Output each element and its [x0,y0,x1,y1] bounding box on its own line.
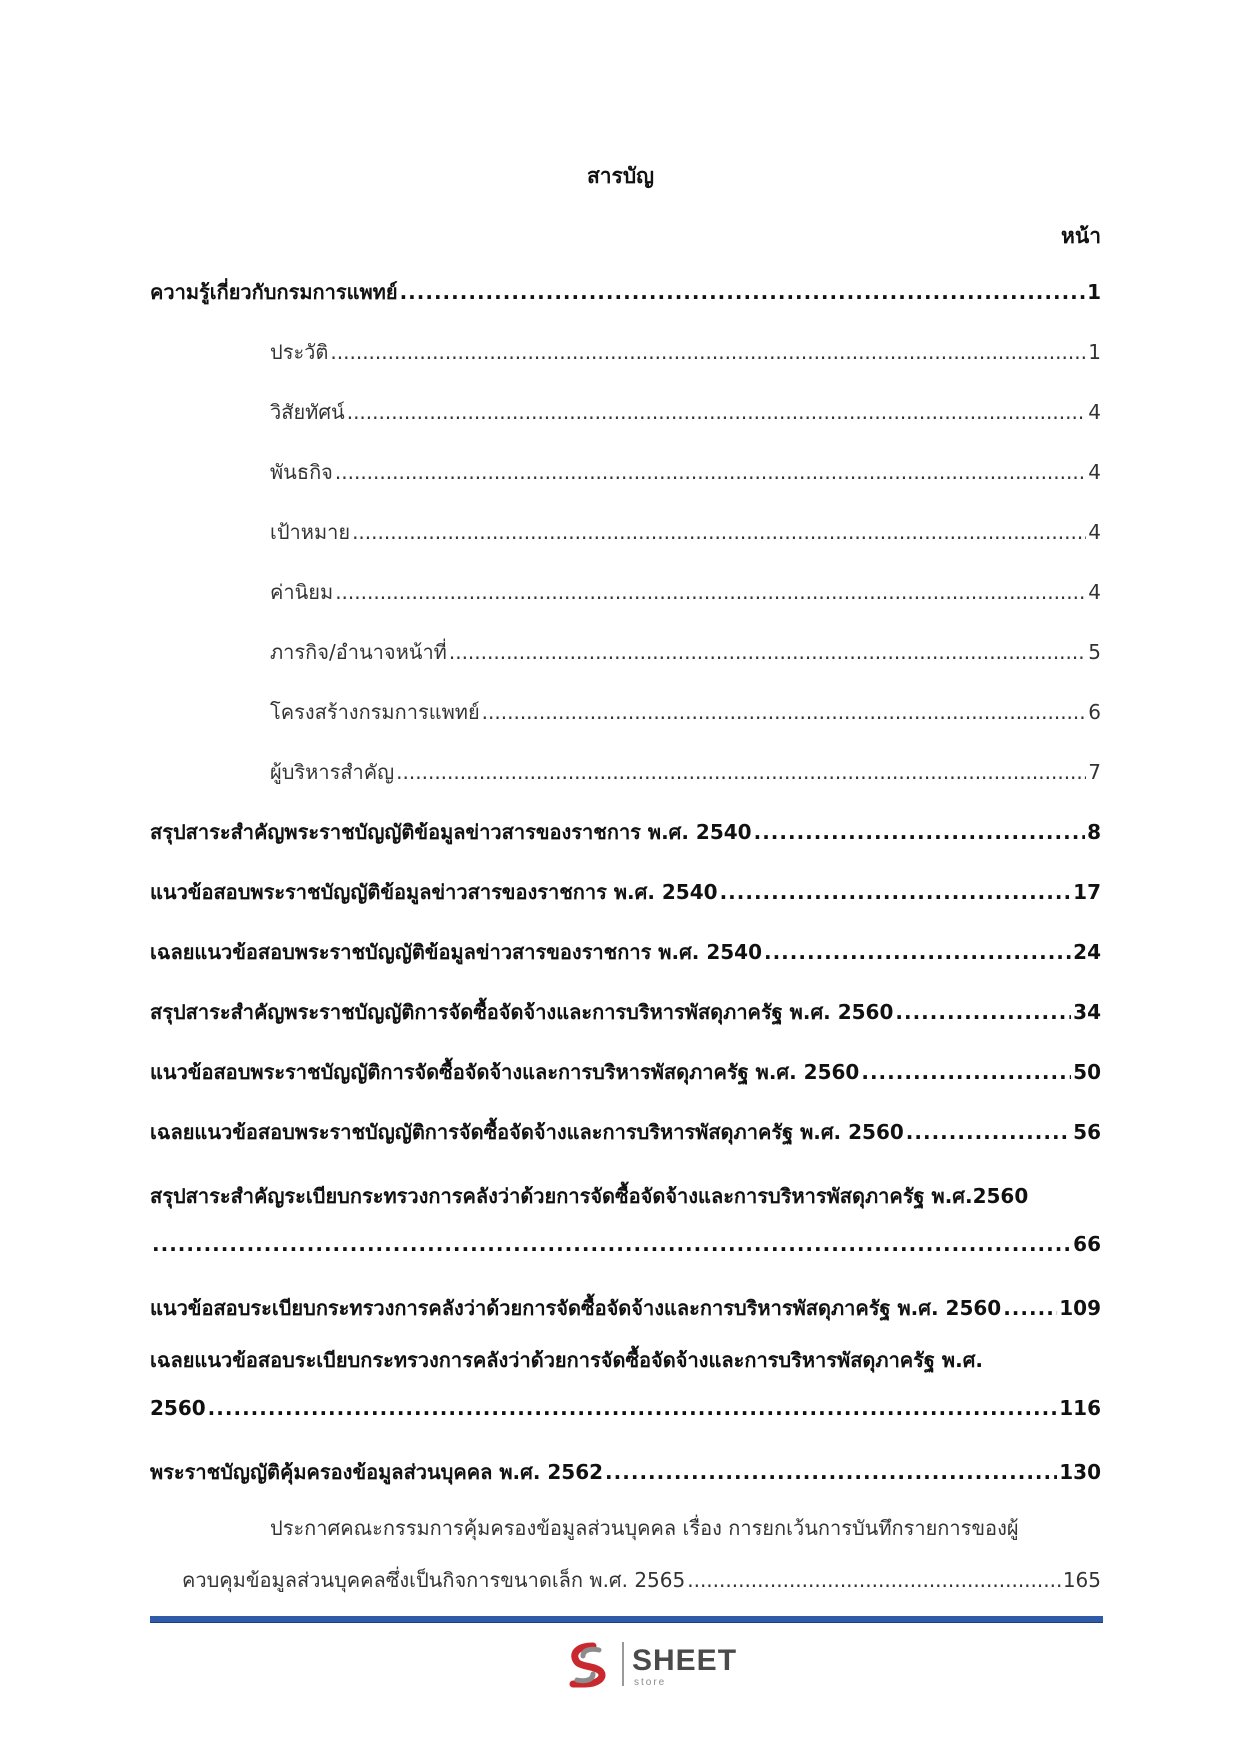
dot-leader [720,880,1072,904]
dot-leader [861,1060,1071,1084]
dot-leader [335,580,1086,604]
toc-entry-label: แนวข้อสอบพระราชบัญญัติข้อมูลข่าวสารของราชการ พ.ศ. 2540 [150,880,718,904]
toc-subentry-page: 4 [1088,400,1101,424]
page-column-label: หน้า [1061,224,1101,248]
toc-subentry-page: 4 [1088,460,1101,484]
toc-entry[interactable] [150,1116,1101,1148]
toc-entry-page: 50 [1073,1060,1101,1084]
toc-entry-label: เฉลยแนวข้อสอบพระราชบัญญัติการจัดซื้อจัดจ้างและการบริหารพัสดุภาครัฐ พ.ศ. 2560 [150,1120,904,1144]
toc-subentry-page: 4 [1088,520,1101,544]
toc-entry-label[interactable]: เฉลยแนวข้อสอบระเบียบกระทรวงการคลังว่าด้วยการจัดซื้อจัดจ้างและการบริหารพัสดุภาครัฐ พ.ศ. [150,1348,983,1372]
dot-leader [335,460,1086,484]
toc-entry-label: แนวข้อสอบพระราชบัญญัติการจัดซื้อจัดจ้างและการบริหารพัสดุภาครัฐ พ.ศ. 2560 [150,1060,860,1084]
toc-subentry-page: 7 [1088,760,1101,784]
toc-entry-leader-line[interactable] [150,1232,1101,1256]
toc-subentry-page: 4 [1088,580,1101,604]
toc-subentry[interactable] [270,636,1101,668]
toc-subentry-page: 6 [1088,700,1101,724]
toc-entry-page: 24 [1073,940,1101,964]
toc-subentry-label: โครงสร้างกรมการแพทย์ [270,700,480,724]
dot-leader [687,1568,1061,1592]
dot-leader [906,1120,1071,1144]
toc-subentry-label: พันธกิจ [270,460,333,484]
toc-entry[interactable] [150,1396,1101,1420]
toc-subentry[interactable] [270,576,1101,608]
dot-leader [330,340,1086,364]
toc-entry-page: 116 [1059,1396,1101,1420]
toc-subentry[interactable] [270,456,1101,488]
toc-entry-page: 130 [1059,1460,1101,1484]
logo-text: SHEET [632,1644,738,1677]
toc-subentry-page: 1 [1088,340,1101,364]
toc-entry-label: พระราชบัญญัติคุ้มครองข้อมูลส่วนบุคคล พ.ศ. 2562 [150,1460,604,1484]
dot-leader [449,640,1086,664]
toc-entry-label: เฉลยแนวข้อสอบพระราชบัญญัติข้อมูลข่าวสารของราชการ พ.ศ. 2540 [150,940,762,964]
toc-subentry-label: ค่านิยม [270,580,334,604]
toc-entry[interactable] [150,816,1101,848]
toc-entry[interactable] [150,876,1101,908]
dot-leader [895,1000,1071,1024]
toc-entry-label: ความรู้เกี่ยวกับกรมการแพทย์ [150,280,398,304]
toc-entry-page: 109 [1059,1296,1101,1320]
toc-subentry[interactable] [270,336,1101,368]
toc-subentry[interactable] [270,696,1101,728]
dot-leader [1003,1296,1057,1320]
toc-subentry-label: เป้าหมาย [270,520,351,544]
toc-subentry-label: ควบคุมข้อมูลส่วนบุคคลซึ่งเป็นกิจการขนาดเล็ก พ.ศ. 2565 [182,1568,686,1592]
toc-entry[interactable] [150,276,1101,308]
toc-entry-label: สรุปสาระสำคัญพระราชบัญญัติข้อมูลข่าวสารของราชการ พ.ศ. 2540 [150,820,752,844]
toc-entry[interactable] [150,1456,1101,1488]
toc-entry[interactable] [150,1292,1101,1324]
logo-divider [622,1642,624,1686]
dot-leader [152,1232,1071,1256]
toc-subentry-page: 165 [1062,1568,1101,1592]
dot-leader [400,280,1086,304]
toc-entry-page: 34 [1073,1000,1101,1024]
dot-leader [347,400,1087,424]
dot-leader [754,820,1085,844]
toc-entry[interactable] [150,1056,1101,1088]
toc-subentry-label: ภารกิจ/อำนาจหน้าที่ [270,640,447,664]
toc-subentry-label: ผู้บริหารสำคัญ [270,760,395,784]
logo-subtext: store [634,1677,667,1688]
toc-subentry[interactable] [270,756,1101,788]
toc-subentry-page: 5 [1088,640,1101,664]
toc-subentry-label[interactable]: ประกาศคณะกรรมการคุ้มครองข้อมูลส่วนบุคคล เรื่อง การยกเว้นการบันทึกรายการของผู้ [270,1516,1019,1540]
toc-entry-page: 66 [1073,1232,1101,1256]
dot-leader [352,520,1086,544]
toc-entry-label: 2560 [150,1396,206,1420]
toc-subentry[interactable] [182,1564,1101,1596]
dot-leader [605,1460,1057,1484]
toc-entry-page: 56 [1073,1120,1101,1144]
toc-entry[interactable] [150,996,1101,1028]
toc-entry[interactable] [150,936,1101,968]
footer-rule [150,1616,1103,1623]
dot-leader [396,760,1086,784]
toc-subentry-label: วิสัยทัศน์ [270,400,345,424]
toc-entry-page: 8 [1087,820,1101,844]
dot-leader [764,940,1071,964]
dot-leader [482,700,1087,724]
toc-entry-page: 1 [1087,280,1101,304]
toc-entry-label: แนวข้อสอบระเบียบกระทรวงการคลังว่าด้วยการจัดซื้อจัดจ้างและการบริหารพัสดุภาครัฐ พ.ศ. 2560 [150,1296,1002,1320]
toc-entry-label: สรุปสาระสำคัญพระราชบัญญัติการจัดซื้อจัดจ้างและการบริหารพัสดุภาครัฐ พ.ศ. 2560 [150,1000,894,1024]
dot-leader [208,1396,1058,1420]
toc-title: สารบัญ [586,164,655,188]
toc-entry-page: 17 [1073,880,1101,904]
toc-subentry[interactable] [270,516,1101,548]
toc-subentry-label: ประวัติ [270,340,329,364]
toc-entry-label[interactable]: สรุปสาระสำคัญระเบียบกระทรวงการคลังว่าด้วยการจัดซื้อจัดจ้างและการบริหารพัสดุภาครัฐ พ.ศ.2560 [150,1184,1029,1208]
toc-subentry[interactable] [270,396,1101,428]
